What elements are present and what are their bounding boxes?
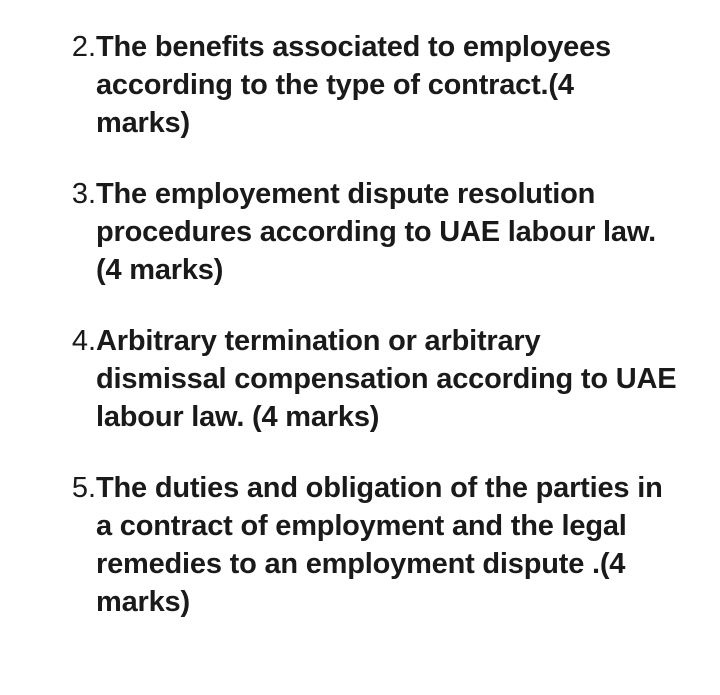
question-item-3 (0, 175, 720, 289)
question-line: according to the type of contract.(4 (96, 69, 574, 101)
question-number: 3. (71, 178, 96, 210)
question-line: labour law. (4 marks) (96, 401, 380, 433)
question-item-2 (0, 28, 720, 142)
question-text (96, 28, 708, 142)
question-text (96, 322, 708, 436)
question-line: The employement dispute resolution (96, 178, 596, 210)
question-line: dismissal compensation according to UAE (96, 363, 677, 395)
question-number: 5. (71, 472, 96, 504)
question-text (96, 175, 708, 289)
question-number: 2. (71, 31, 96, 63)
question-line: procedures according to UAE labour law. (96, 216, 656, 248)
question-line: (4 marks) (96, 254, 224, 286)
question-text (96, 469, 708, 621)
question-line: marks) (96, 107, 190, 139)
question-item-5 (0, 469, 720, 621)
question-number: 4. (71, 325, 96, 357)
question-list (0, 28, 720, 654)
question-line: a contract of employment and the legal (96, 510, 627, 542)
question-line: Arbitrary termination or arbitrary (96, 325, 541, 357)
question-line: marks) (96, 586, 190, 618)
question-line: remedies to an employment dispute .(4 (96, 548, 626, 580)
question-item-4 (0, 322, 720, 436)
question-line: The benefits associated to employees (96, 31, 611, 63)
question-line: The duties and obligation of the parties in (96, 472, 663, 504)
